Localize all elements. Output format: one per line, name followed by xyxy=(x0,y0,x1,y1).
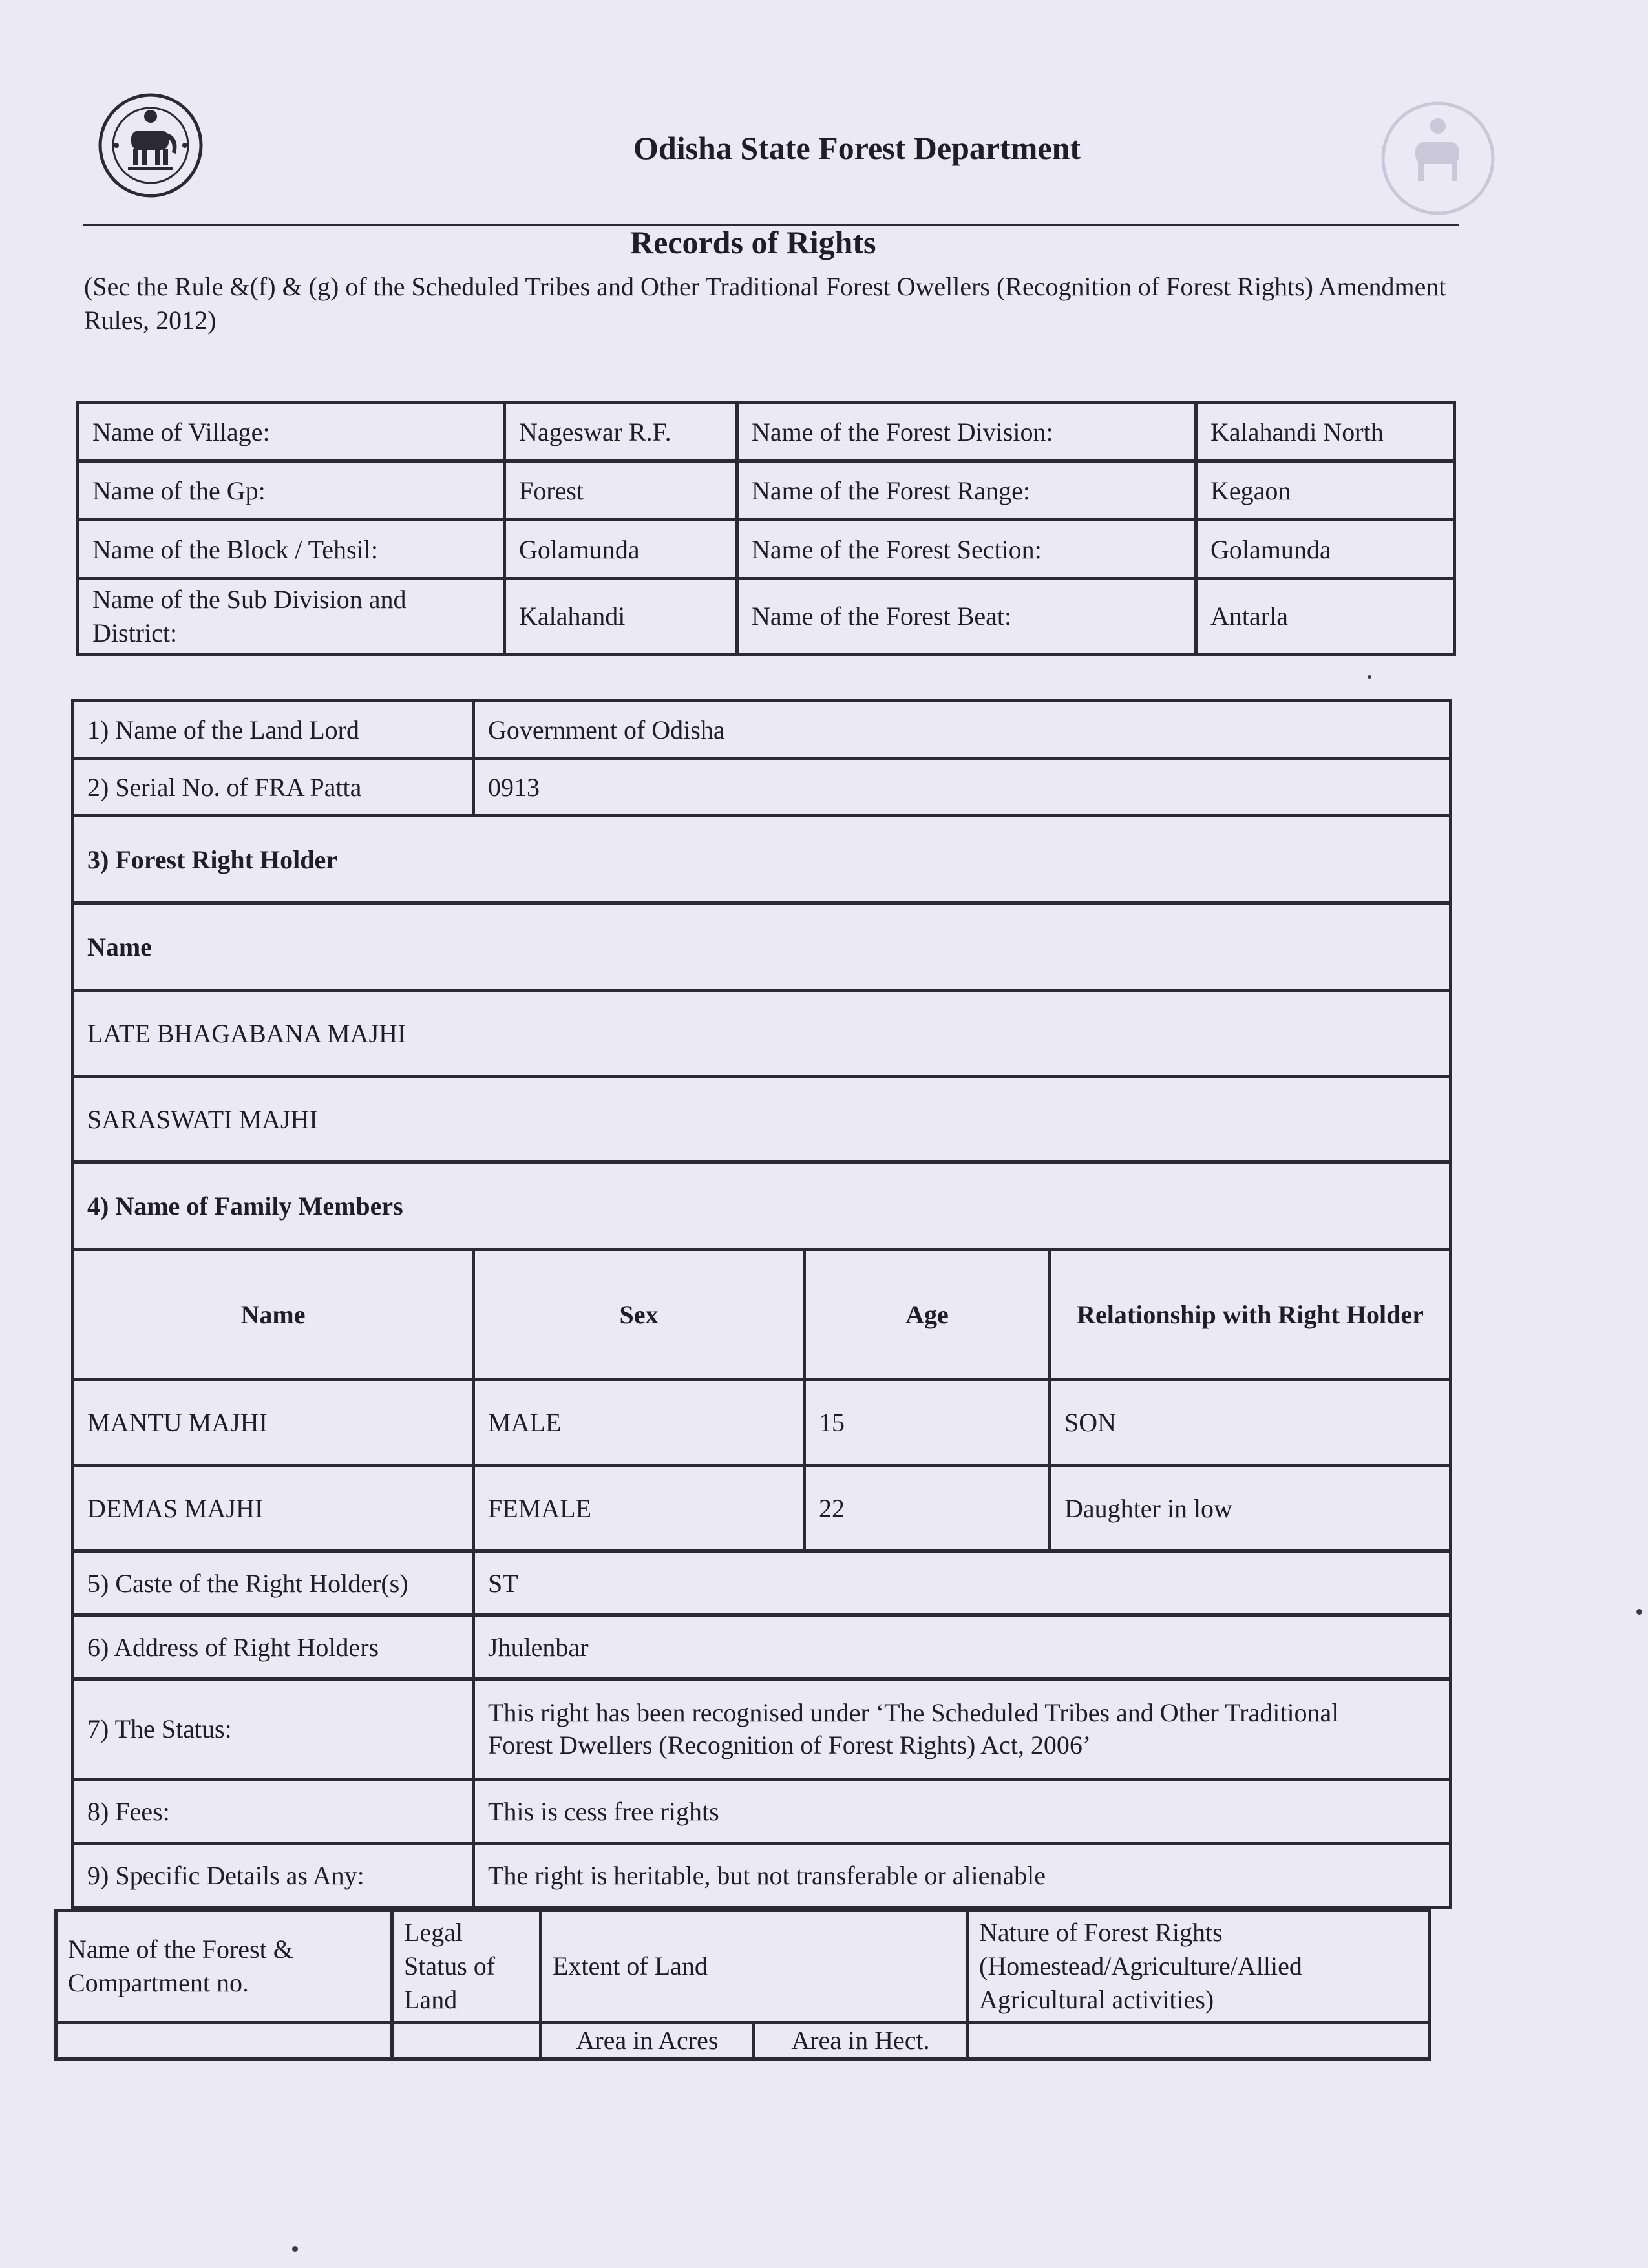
table-row xyxy=(73,816,1451,903)
table-row xyxy=(73,1551,1451,1615)
section-label: Name of the Forest Section: xyxy=(737,520,1196,579)
address-label: 6) Address of Right Holders xyxy=(73,1615,474,1679)
family-member-sex: MALE xyxy=(474,1380,805,1465)
table-row xyxy=(73,1162,1451,1250)
family-relationship-column-header: Relationship with Right Holder xyxy=(1050,1250,1451,1380)
division-value: Kalahandi North xyxy=(1196,403,1455,461)
specific-details-label: 9) Specific Details as Any: xyxy=(73,1843,474,1907)
table-row xyxy=(73,1843,1451,1907)
faded-emblem-icon xyxy=(1377,97,1499,220)
holder-name: LATE BHAGABANA MAJHI xyxy=(73,991,1451,1076)
odisha-emblem-icon xyxy=(96,90,206,200)
table-row xyxy=(78,579,1455,655)
ink-speck xyxy=(1368,675,1371,679)
family-members-heading: 4) Name of Family Members xyxy=(73,1162,1451,1250)
status-value xyxy=(474,1679,1451,1780)
table-row xyxy=(73,1465,1451,1551)
family-member-name: MANTU MAJHI xyxy=(73,1380,474,1465)
beat-value: Antarla xyxy=(1196,579,1455,655)
patta-label: 2) Serial No. of FRA Patta xyxy=(73,759,474,816)
family-member-age: 22 xyxy=(805,1465,1050,1551)
status-line-1: This right has been recognised under ‘The Scheduled Tribes and Other Traditional xyxy=(488,1698,1339,1727)
holder-name-header: Name xyxy=(73,903,1451,991)
records-title: Records of Rights xyxy=(630,224,876,260)
block-value: Golamunda xyxy=(505,520,737,579)
table-row xyxy=(73,1076,1451,1162)
family-member-age: 15 xyxy=(805,1380,1050,1465)
division-label: Name of the Forest Division: xyxy=(737,403,1196,461)
address-value: Jhulenbar xyxy=(474,1615,1451,1679)
family-member-relationship: SON xyxy=(1050,1380,1451,1465)
ink-speck xyxy=(1636,1609,1642,1615)
table-row xyxy=(73,1679,1451,1780)
table-row xyxy=(56,1911,1430,2022)
caste-value: ST xyxy=(474,1551,1451,1615)
village-value: Nageswar R.F. xyxy=(505,403,737,461)
table-row xyxy=(73,1250,1451,1380)
family-age-column-header: Age xyxy=(805,1250,1050,1380)
area-hectares-header: Area in Hect. xyxy=(754,2022,967,2059)
table-row xyxy=(78,520,1455,579)
table-row xyxy=(73,759,1451,816)
table-row xyxy=(73,1780,1451,1843)
range-value: Kegaon xyxy=(1196,461,1455,520)
forest-compartment-cell xyxy=(56,2022,392,2059)
forest-compartment-header: Name of the Forest & Compartment no. xyxy=(56,1911,392,2022)
fees-label: 8) Fees: xyxy=(73,1780,474,1843)
family-member-sex: FEMALE xyxy=(474,1465,805,1551)
table-row xyxy=(73,903,1451,991)
location-table xyxy=(76,401,1456,656)
specific-details-value: The right is heritable, but not transferable or alienable xyxy=(474,1843,1451,1907)
block-label: Name of the Block / Tehsil: xyxy=(78,520,505,579)
status-line-2: Forest Dwellers (Recognition of Forest Rights) Act, 2006’ xyxy=(488,1730,1092,1759)
table-row xyxy=(73,991,1451,1076)
nature-of-rights-header: Nature of Forest Rights (Homestead/Agriculture/Allied Agricultural activities) xyxy=(967,1911,1430,2022)
caste-label: 5) Caste of the Right Holder(s) xyxy=(73,1551,474,1615)
extent-of-land-header: Extent of Land xyxy=(541,1911,967,2022)
beat-label: Name of the Forest Beat: xyxy=(737,579,1196,655)
gp-label: Name of the Gp: xyxy=(78,461,505,520)
records-subtitle: (Sec the Rule &(f) & (g) of the Scheduled Tribes and Other Traditional Forest Owellers (Recognition of Forest Rights) Amendment Rules, 2012) xyxy=(84,272,1446,335)
legal-status-header: Legal Status of Land xyxy=(392,1911,541,2022)
nature-of-rights-cell xyxy=(967,2022,1430,2059)
table-row xyxy=(73,1615,1451,1679)
table-row xyxy=(73,701,1451,759)
table-row xyxy=(78,403,1455,461)
area-acres-header: Area in Acres xyxy=(541,2022,754,2059)
land-details-table xyxy=(54,1909,1431,2061)
family-member-relationship: Daughter in low xyxy=(1050,1465,1451,1551)
fees-value: This is cess free rights xyxy=(474,1780,1451,1843)
family-sex-column-header: Sex xyxy=(474,1250,805,1380)
land-lord-label: 1) Name of the Land Lord xyxy=(73,701,474,759)
range-label: Name of the Forest Range: xyxy=(737,461,1196,520)
ink-speck xyxy=(292,2246,298,2252)
subdivision-label: Name of the Sub Division and District: xyxy=(78,579,505,655)
status-label: 7) The Status: xyxy=(73,1679,474,1780)
table-row xyxy=(78,461,1455,520)
gp-value: Forest xyxy=(505,461,737,520)
forest-right-holder-heading: 3) Forest Right Holder xyxy=(73,816,1451,903)
table-row xyxy=(56,2022,1430,2059)
holder-name: SARASWATI MAJHI xyxy=(73,1076,1451,1162)
land-lord-value: Government of Odisha xyxy=(474,701,1451,759)
section-value: Golamunda xyxy=(1196,520,1455,579)
patta-value: 0913 xyxy=(474,759,1451,816)
department-title: Odisha State Forest Department xyxy=(633,130,1081,166)
family-name-column-header: Name xyxy=(73,1250,474,1380)
legal-status-cell xyxy=(392,2022,541,2059)
village-label: Name of Village: xyxy=(78,403,505,461)
table-row xyxy=(73,1380,1451,1465)
family-member-name: DEMAS MAJHI xyxy=(73,1465,474,1551)
rights-record-table xyxy=(71,699,1452,1909)
subdivision-value: Kalahandi xyxy=(505,579,737,655)
